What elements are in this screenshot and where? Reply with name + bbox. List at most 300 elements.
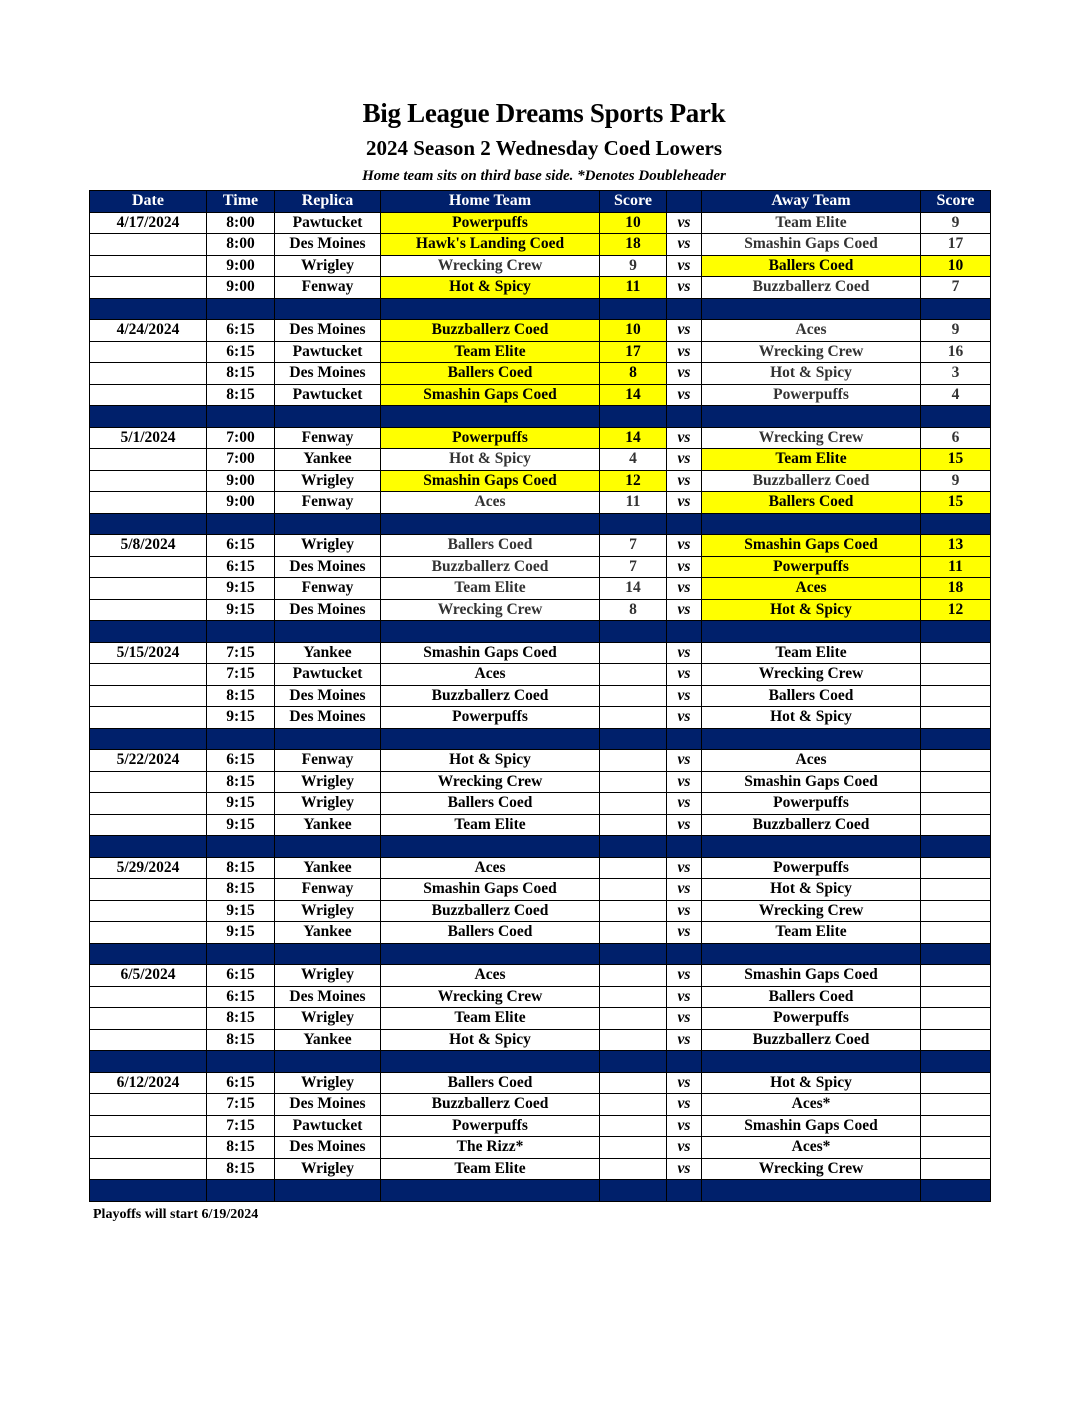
home-team: Hawk's Landing Coed <box>381 234 600 256</box>
vs-label: vs <box>667 879 702 901</box>
game-date <box>90 363 207 385</box>
away-score <box>921 814 991 836</box>
game-time: 8:15 <box>207 1158 275 1180</box>
separator-cell <box>90 1180 207 1202</box>
separator-cell <box>90 621 207 643</box>
away-team: Aces <box>702 750 921 772</box>
table-row <box>90 212 991 234</box>
game-replica: Fenway <box>275 750 381 772</box>
game-replica: Pawtucket <box>275 341 381 363</box>
game-replica: Pawtucket <box>275 212 381 234</box>
home-score <box>600 793 667 815</box>
away-score <box>921 965 991 987</box>
game-replica: Des Moines <box>275 1137 381 1159</box>
table-header-row <box>90 191 991 213</box>
away-team: Smashin Gaps Coed <box>702 535 921 557</box>
home-team: Powerpuffs <box>381 212 600 234</box>
away-team: Powerpuffs <box>702 556 921 578</box>
separator-cell <box>600 406 667 428</box>
game-time: 9:15 <box>207 578 275 600</box>
separator-cell <box>90 513 207 535</box>
header-vs <box>667 191 702 213</box>
vs-label: vs <box>667 793 702 815</box>
vs-label: vs <box>667 986 702 1008</box>
away-team: Hot & Spicy <box>702 707 921 729</box>
week-separator <box>90 1051 991 1073</box>
game-time: 9:15 <box>207 793 275 815</box>
game-replica: Des Moines <box>275 685 381 707</box>
separator-cell <box>702 513 921 535</box>
separator-cell <box>275 1180 381 1202</box>
away-team: Buzzballerz Coed <box>702 1029 921 1051</box>
separator-cell <box>702 298 921 320</box>
home-team: Buzzballerz Coed <box>381 1094 600 1116</box>
separator-cell <box>207 836 275 858</box>
away-score <box>921 664 991 686</box>
home-team: Smashin Gaps Coed <box>381 879 600 901</box>
game-replica: Fenway <box>275 277 381 299</box>
game-replica: Wrigley <box>275 1008 381 1030</box>
week-separator <box>90 298 991 320</box>
game-date <box>90 556 207 578</box>
game-replica: Des Moines <box>275 707 381 729</box>
table-row <box>90 900 991 922</box>
separator-cell <box>667 836 702 858</box>
home-team: Powerpuffs <box>381 1115 600 1137</box>
away-team: Ballers Coed <box>702 492 921 514</box>
game-time: 7:00 <box>207 449 275 471</box>
separator-cell <box>381 513 600 535</box>
vs-label: vs <box>667 922 702 944</box>
table-row <box>90 814 991 836</box>
separator-cell <box>600 1180 667 1202</box>
separator-cell <box>921 621 991 643</box>
game-time: 6:15 <box>207 320 275 342</box>
separator-cell <box>275 836 381 858</box>
home-team: Smashin Gaps Coed <box>381 470 600 492</box>
separator-cell <box>667 406 702 428</box>
game-time: 8:00 <box>207 212 275 234</box>
vs-label: vs <box>667 556 702 578</box>
separator-cell <box>921 406 991 428</box>
away-score <box>921 900 991 922</box>
game-time: 9:15 <box>207 814 275 836</box>
away-score: 9 <box>921 320 991 342</box>
vs-label: vs <box>667 277 702 299</box>
game-date <box>90 384 207 406</box>
vs-label: vs <box>667 492 702 514</box>
table-row <box>90 1072 991 1094</box>
away-team: Wrecking Crew <box>702 664 921 686</box>
away-team: Buzzballerz Coed <box>702 277 921 299</box>
separator-cell <box>381 1051 600 1073</box>
separator-cell <box>90 943 207 965</box>
away-score: 12 <box>921 599 991 621</box>
vs-label: vs <box>667 1029 702 1051</box>
away-team: Smashin Gaps Coed <box>702 771 921 793</box>
table-row <box>90 449 991 471</box>
vs-label: vs <box>667 320 702 342</box>
away-team: Wrecking Crew <box>702 1158 921 1180</box>
separator-cell <box>667 1180 702 1202</box>
separator-cell <box>667 728 702 750</box>
game-date: 4/24/2024 <box>90 320 207 342</box>
separator-cell <box>921 728 991 750</box>
home-team: Aces <box>381 492 600 514</box>
vs-label: vs <box>667 449 702 471</box>
away-score: 15 <box>921 492 991 514</box>
game-time: 9:00 <box>207 492 275 514</box>
game-date <box>90 1008 207 1030</box>
game-replica: Yankee <box>275 1029 381 1051</box>
separator-cell <box>207 1180 275 1202</box>
game-replica: Pawtucket <box>275 664 381 686</box>
home-score <box>600 900 667 922</box>
table-row <box>90 793 991 815</box>
vs-label: vs <box>667 1137 702 1159</box>
separator-cell <box>702 406 921 428</box>
table-row <box>90 771 991 793</box>
home-team: Wrecking Crew <box>381 986 600 1008</box>
game-replica: Wrigley <box>275 965 381 987</box>
game-time: 8:15 <box>207 857 275 879</box>
table-row <box>90 1158 991 1180</box>
away-team: Hot & Spicy <box>702 599 921 621</box>
home-score <box>600 707 667 729</box>
home-team: Ballers Coed <box>381 363 600 385</box>
table-row <box>90 384 991 406</box>
game-time: 9:15 <box>207 599 275 621</box>
table-row <box>90 427 991 449</box>
separator-cell <box>381 943 600 965</box>
home-score: 11 <box>600 492 667 514</box>
game-replica: Wrigley <box>275 1072 381 1094</box>
home-team: Ballers Coed <box>381 1072 600 1094</box>
separator-cell <box>275 728 381 750</box>
separator-cell <box>90 836 207 858</box>
away-score: 3 <box>921 363 991 385</box>
game-time: 6:15 <box>207 986 275 1008</box>
table-row <box>90 1137 991 1159</box>
away-score <box>921 1115 991 1137</box>
game-date <box>90 255 207 277</box>
home-team: Buzzballerz Coed <box>381 320 600 342</box>
away-score: 7 <box>921 277 991 299</box>
separator-cell <box>600 513 667 535</box>
home-score: 7 <box>600 556 667 578</box>
home-score: 10 <box>600 320 667 342</box>
away-team: Wrecking Crew <box>702 341 921 363</box>
table-row <box>90 965 991 987</box>
vs-label: vs <box>667 234 702 256</box>
home-team: Hot & Spicy <box>381 1029 600 1051</box>
away-score <box>921 1137 991 1159</box>
separator-cell <box>381 298 600 320</box>
game-time: 8:15 <box>207 363 275 385</box>
game-date <box>90 664 207 686</box>
table-row <box>90 1008 991 1030</box>
vs-label: vs <box>667 642 702 664</box>
home-score: 7 <box>600 535 667 557</box>
home-score <box>600 642 667 664</box>
game-replica: Yankee <box>275 922 381 944</box>
game-replica: Fenway <box>275 492 381 514</box>
home-team: Smashin Gaps Coed <box>381 384 600 406</box>
table-row <box>90 707 991 729</box>
game-time: 9:15 <box>207 900 275 922</box>
separator-cell <box>667 1051 702 1073</box>
game-time: 7:00 <box>207 427 275 449</box>
week-separator <box>90 728 991 750</box>
playoffs-note: Playoffs will start 6/19/2024 <box>93 1207 259 1222</box>
separator-cell <box>921 1180 991 1202</box>
game-replica: Des Moines <box>275 363 381 385</box>
away-score: 13 <box>921 535 991 557</box>
away-score <box>921 707 991 729</box>
game-date: 6/12/2024 <box>90 1072 207 1094</box>
home-team: Ballers Coed <box>381 535 600 557</box>
game-replica: Des Moines <box>275 234 381 256</box>
away-team: Aces <box>702 578 921 600</box>
table-row <box>90 470 991 492</box>
game-replica: Fenway <box>275 879 381 901</box>
game-time: 7:15 <box>207 664 275 686</box>
away-team: Hot & Spicy <box>702 1072 921 1094</box>
game-replica: Wrigley <box>275 771 381 793</box>
header-home-team: Home Team <box>381 191 600 213</box>
home-score: 11 <box>600 277 667 299</box>
game-date <box>90 922 207 944</box>
table-row <box>90 255 991 277</box>
away-team: Powerpuffs <box>702 384 921 406</box>
home-team: Wrecking Crew <box>381 255 600 277</box>
separator-cell <box>921 943 991 965</box>
game-date: 4/17/2024 <box>90 212 207 234</box>
home-team: Powerpuffs <box>381 707 600 729</box>
table-row <box>90 535 991 557</box>
game-date <box>90 814 207 836</box>
game-time: 8:15 <box>207 384 275 406</box>
away-score: 10 <box>921 255 991 277</box>
away-score <box>921 1094 991 1116</box>
game-time: 8:15 <box>207 1029 275 1051</box>
table-row <box>90 341 991 363</box>
away-score: 11 <box>921 556 991 578</box>
away-score: 6 <box>921 427 991 449</box>
game-replica: Des Moines <box>275 320 381 342</box>
game-time: 9:15 <box>207 922 275 944</box>
game-time: 7:15 <box>207 1115 275 1137</box>
game-date <box>90 1158 207 1180</box>
home-team: Aces <box>381 664 600 686</box>
game-date <box>90 277 207 299</box>
separator-cell <box>275 298 381 320</box>
home-score <box>600 1029 667 1051</box>
separator-cell <box>600 298 667 320</box>
game-date <box>90 341 207 363</box>
home-score <box>600 1158 667 1180</box>
game-time: 9:00 <box>207 277 275 299</box>
away-score <box>921 1158 991 1180</box>
home-team: Team Elite <box>381 1008 600 1030</box>
separator-cell <box>381 621 600 643</box>
away-score <box>921 857 991 879</box>
away-score <box>921 1029 991 1051</box>
game-replica: Pawtucket <box>275 1115 381 1137</box>
table-row <box>90 556 991 578</box>
separator-cell <box>600 621 667 643</box>
home-team: Powerpuffs <box>381 427 600 449</box>
separator-cell <box>207 406 275 428</box>
away-team: Smashin Gaps Coed <box>702 1115 921 1137</box>
separator-cell <box>667 513 702 535</box>
vs-label: vs <box>667 341 702 363</box>
separator-cell <box>381 836 600 858</box>
game-date <box>90 599 207 621</box>
game-replica: Yankee <box>275 449 381 471</box>
separator-cell <box>921 298 991 320</box>
separator-cell <box>702 621 921 643</box>
away-score <box>921 879 991 901</box>
game-time: 8:15 <box>207 1137 275 1159</box>
separator-cell <box>921 836 991 858</box>
home-team: Hot & Spicy <box>381 449 600 471</box>
home-score <box>600 814 667 836</box>
schedule-table <box>89 190 991 1202</box>
away-team: Powerpuffs <box>702 1008 921 1030</box>
game-time: 6:15 <box>207 1072 275 1094</box>
vs-label: vs <box>667 1008 702 1030</box>
away-score: 18 <box>921 578 991 600</box>
game-time: 7:15 <box>207 1094 275 1116</box>
table-row <box>90 1094 991 1116</box>
home-team: Aces <box>381 965 600 987</box>
vs-label: vs <box>667 814 702 836</box>
away-score <box>921 793 991 815</box>
table-row <box>90 492 991 514</box>
away-team: Aces* <box>702 1137 921 1159</box>
away-score <box>921 1008 991 1030</box>
header-home-score: Score <box>600 191 667 213</box>
table-row <box>90 1029 991 1051</box>
separator-cell <box>207 728 275 750</box>
home-score <box>600 879 667 901</box>
separator-cell <box>600 943 667 965</box>
game-replica: Wrigley <box>275 535 381 557</box>
week-separator <box>90 836 991 858</box>
home-score: 14 <box>600 578 667 600</box>
home-team: Hot & Spicy <box>381 277 600 299</box>
away-score: 15 <box>921 449 991 471</box>
separator-cell <box>921 1051 991 1073</box>
separator-cell <box>921 513 991 535</box>
vs-label: vs <box>667 535 702 557</box>
header-away-score: Score <box>921 191 991 213</box>
away-team: Powerpuffs <box>702 793 921 815</box>
home-score: 8 <box>600 363 667 385</box>
separator-cell <box>90 298 207 320</box>
schedule-note: Home team sits on third base side. *Denotes Doubleheader <box>362 168 726 184</box>
game-replica: Des Moines <box>275 556 381 578</box>
separator-cell <box>381 1180 600 1202</box>
game-replica: Wrigley <box>275 793 381 815</box>
vs-label: vs <box>667 578 702 600</box>
vs-label: vs <box>667 965 702 987</box>
page-subtitle: 2024 Season 2 Wednesday Coed Lowers <box>365 136 723 160</box>
separator-cell <box>600 1051 667 1073</box>
home-score <box>600 857 667 879</box>
game-replica: Wrigley <box>275 1158 381 1180</box>
home-score <box>600 965 667 987</box>
separator-cell <box>275 513 381 535</box>
away-team: Powerpuffs <box>702 857 921 879</box>
away-score: 9 <box>921 470 991 492</box>
away-team: Buzzballerz Coed <box>702 814 921 836</box>
week-separator <box>90 513 991 535</box>
away-team: Team Elite <box>702 922 921 944</box>
home-score: 18 <box>600 234 667 256</box>
game-replica: Des Moines <box>275 599 381 621</box>
game-date: 6/5/2024 <box>90 965 207 987</box>
table-row <box>90 234 991 256</box>
separator-cell <box>207 1051 275 1073</box>
game-replica: Wrigley <box>275 255 381 277</box>
vs-label: vs <box>667 212 702 234</box>
separator-cell <box>90 1051 207 1073</box>
home-score: 4 <box>600 449 667 471</box>
away-team: Smashin Gaps Coed <box>702 965 921 987</box>
home-team: Ballers Coed <box>381 922 600 944</box>
vs-label: vs <box>667 1094 702 1116</box>
game-time: 6:15 <box>207 556 275 578</box>
home-team: Team Elite <box>381 814 600 836</box>
home-team: Team Elite <box>381 341 600 363</box>
away-team: Team Elite <box>702 642 921 664</box>
separator-cell <box>600 836 667 858</box>
header-replica: Replica <box>275 191 381 213</box>
separator-cell <box>207 621 275 643</box>
header-away-team: Away Team <box>702 191 921 213</box>
game-replica: Wrigley <box>275 470 381 492</box>
away-score: 9 <box>921 212 991 234</box>
away-score <box>921 922 991 944</box>
away-team: Ballers Coed <box>702 255 921 277</box>
separator-cell <box>381 406 600 428</box>
table-row <box>90 922 991 944</box>
separator-cell <box>381 728 600 750</box>
vs-label: vs <box>667 1072 702 1094</box>
home-score <box>600 986 667 1008</box>
home-score: 12 <box>600 470 667 492</box>
game-replica: Des Moines <box>275 986 381 1008</box>
away-team: Team Elite <box>702 449 921 471</box>
game-time: 8:00 <box>207 234 275 256</box>
table-row <box>90 578 991 600</box>
away-team: Hot & Spicy <box>702 879 921 901</box>
separator-cell <box>275 1051 381 1073</box>
home-team: Team Elite <box>381 578 600 600</box>
game-time: 8:15 <box>207 879 275 901</box>
away-team: Ballers Coed <box>702 685 921 707</box>
home-score <box>600 685 667 707</box>
vs-label: vs <box>667 857 702 879</box>
home-team: Team Elite <box>381 1158 600 1180</box>
week-separator <box>90 621 991 643</box>
game-date <box>90 793 207 815</box>
separator-cell <box>702 943 921 965</box>
home-team: Buzzballerz Coed <box>381 685 600 707</box>
game-time: 8:15 <box>207 685 275 707</box>
